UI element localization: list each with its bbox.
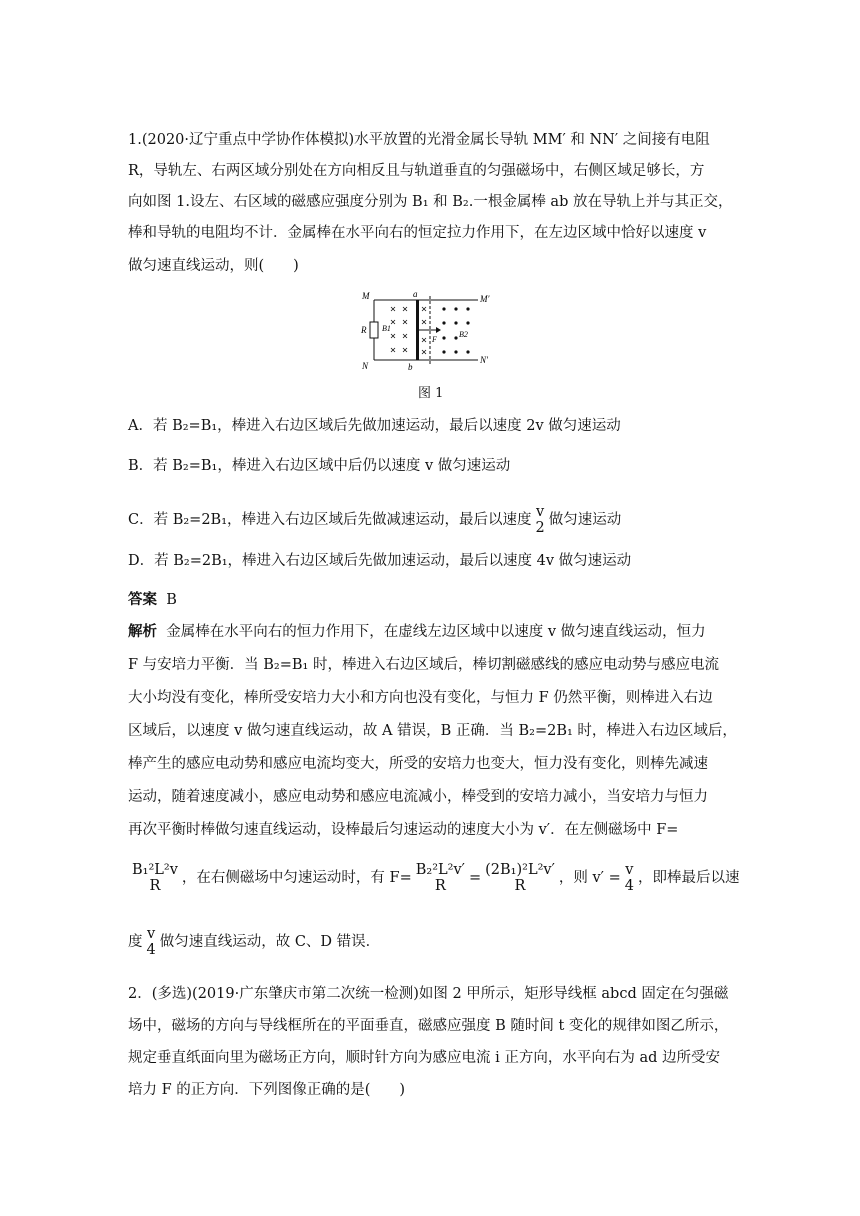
last-den: 4: [146, 942, 156, 958]
analysis-formula-line: [128, 862, 738, 894]
label-Mp: M′: [480, 294, 490, 304]
frac-num: v: [536, 504, 545, 520]
last-num: v: [147, 926, 156, 942]
formula-4: [623, 862, 636, 894]
label-b: b: [408, 362, 413, 372]
figure-caption: 图 1: [418, 386, 444, 401]
q1-line-2: R，导轨左、右两区域分别处在方向相反且与轨道垂直的匀强磁场中，右侧区域足够长，方: [128, 163, 705, 179]
formula-eq: =: [468, 870, 482, 886]
formula-3-den: R: [514, 878, 526, 894]
option-c: [128, 504, 738, 536]
formula-text-2: ，则 v′ =: [558, 870, 621, 886]
formula-2-num: B₂²L²v′: [415, 862, 465, 878]
analysis-line-6: 运动，随着速度减小，感应电动势和感应电流减小，棒受到的安培力减小，当安培力与恒力: [128, 789, 708, 805]
formula-3-num: (2B₁)²L²v′: [485, 862, 555, 878]
q1-line-3: 向如图 1.设左、右区域的磁感应强度分别为 B₁ 和 B₂.一根金属棒 ab 放在导轨上并与其正交，: [128, 194, 733, 210]
q2-line-3: 规定垂直纸面向里为磁场正方向，顺时针方向为感应电流 i 正方向，水平向右为 ad 边所受安: [128, 1050, 720, 1066]
q1-line-1: 1.(2020·辽宁重点中学协作体模拟)水平放置的光滑金属长导轨 MM′ 和 NN′ 之间接有电阻: [128, 132, 710, 148]
label-R: R: [361, 325, 367, 335]
option-b: B．若 B₂=B₁，棒进入右边区域中后仍以速度 v 做匀速运动: [128, 458, 511, 474]
label-a: a: [413, 290, 418, 299]
answer-value: B: [166, 592, 177, 608]
formula-3: [483, 862, 557, 894]
label-N: N: [362, 361, 369, 371]
q1-line-5: 做匀速直线运动，则( ): [128, 258, 299, 274]
formula-1-den: R: [149, 878, 161, 894]
analysis-label: 解析: [128, 623, 157, 640]
option-c-pre: C．若 B₂=2B₁，棒进入右边区域后先做减速运动，最后以速度: [128, 512, 532, 528]
formula-1: [130, 862, 180, 894]
option-c-fraction: [534, 504, 547, 536]
formula-1-num: B₁²L²v: [132, 862, 178, 878]
formula-2: [414, 862, 467, 894]
formula-2-den: R: [434, 878, 446, 894]
label-B1: B1: [382, 324, 391, 333]
analysis-line-7: 再次平衡时棒做匀速直线运动，设棒最后匀速运动的速度大小为 v′．在左侧磁场中 F=: [128, 822, 679, 838]
q2-line-2: 场中，磁场的方向与导线框所在的平面垂直，磁感应强度 B 随时间 t 变化的规律如图乙所示，: [128, 1018, 729, 1034]
analysis-line-4: 区域后，以速度 v 做匀速直线运动，故 A 错误，B 正确．当 B₂=2B₁ 时，棒进入右边区域后，: [128, 723, 737, 739]
last-pre: 度: [128, 934, 143, 950]
analysis-last-line: [128, 926, 738, 958]
q1-line-4: 棒和导轨的电阻均不计．金属棒在水平向右的恒定拉力作用下，在左边区域中恰好以速度 v: [128, 225, 707, 241]
option-c-post: 做匀速运动: [548, 512, 622, 528]
last-post: 做匀速直线运动，故 C、D 错误．: [159, 934, 381, 950]
analysis-text-1: 金属棒在水平向右的恒力作用下，在虚线左边区域中以速度 v 做匀速直线运动，恒力: [166, 624, 706, 640]
label-F: F: [432, 335, 437, 344]
q2-line-4: 培力 F 的正方向．下列图像正确的是( ): [128, 1082, 406, 1098]
formula-text-1: ，在右侧磁场中匀速运动时，有 F=: [181, 870, 412, 886]
answer: [128, 590, 738, 610]
q2-line-1: 2．(多选)(2019·广东肇庆市第二次统一检测)如图 2 甲所示，矩形导线框 abcd 固定在匀强磁: [128, 986, 729, 1002]
formula-4-num: v: [625, 862, 634, 878]
formula-text-3: ，即棒最后以速: [637, 870, 740, 886]
analysis-line-1: [128, 622, 738, 642]
option-a: A．若 B₂=B₁，棒进入右边区域后先做加速运动，最后以速度 2v 做匀速运动: [128, 418, 621, 434]
option-d: D．若 B₂=2B₁，棒进入右边区域后先做加速运动，最后以速度 4v 做匀速运动: [128, 553, 632, 569]
analysis-line-2: F 与安培力平衡．当 B₂=B₁ 时，棒进入右边区域后，棒切割磁感线的感应电动势与感应电流: [128, 657, 719, 673]
label-M: M: [362, 291, 370, 301]
label-B2: B2: [459, 330, 468, 339]
analysis-line-5: 棒产生的感应电动势和感应电流均变大，所受的安培力也变大，恒力没有变化，则棒先减速: [128, 756, 708, 772]
formula-4-den: 4: [624, 878, 634, 894]
answer-label: 答案: [128, 591, 157, 608]
analysis-line-3: 大小均没有变化，棒所受安培力大小和方向也没有变化，与恒力 F 仍然平衡，则棒进入右边: [128, 690, 713, 706]
last-fraction: [145, 926, 158, 958]
frac-den: 2: [535, 520, 545, 536]
label-Np: N′: [480, 355, 488, 365]
circuit-figure: [360, 290, 500, 372]
